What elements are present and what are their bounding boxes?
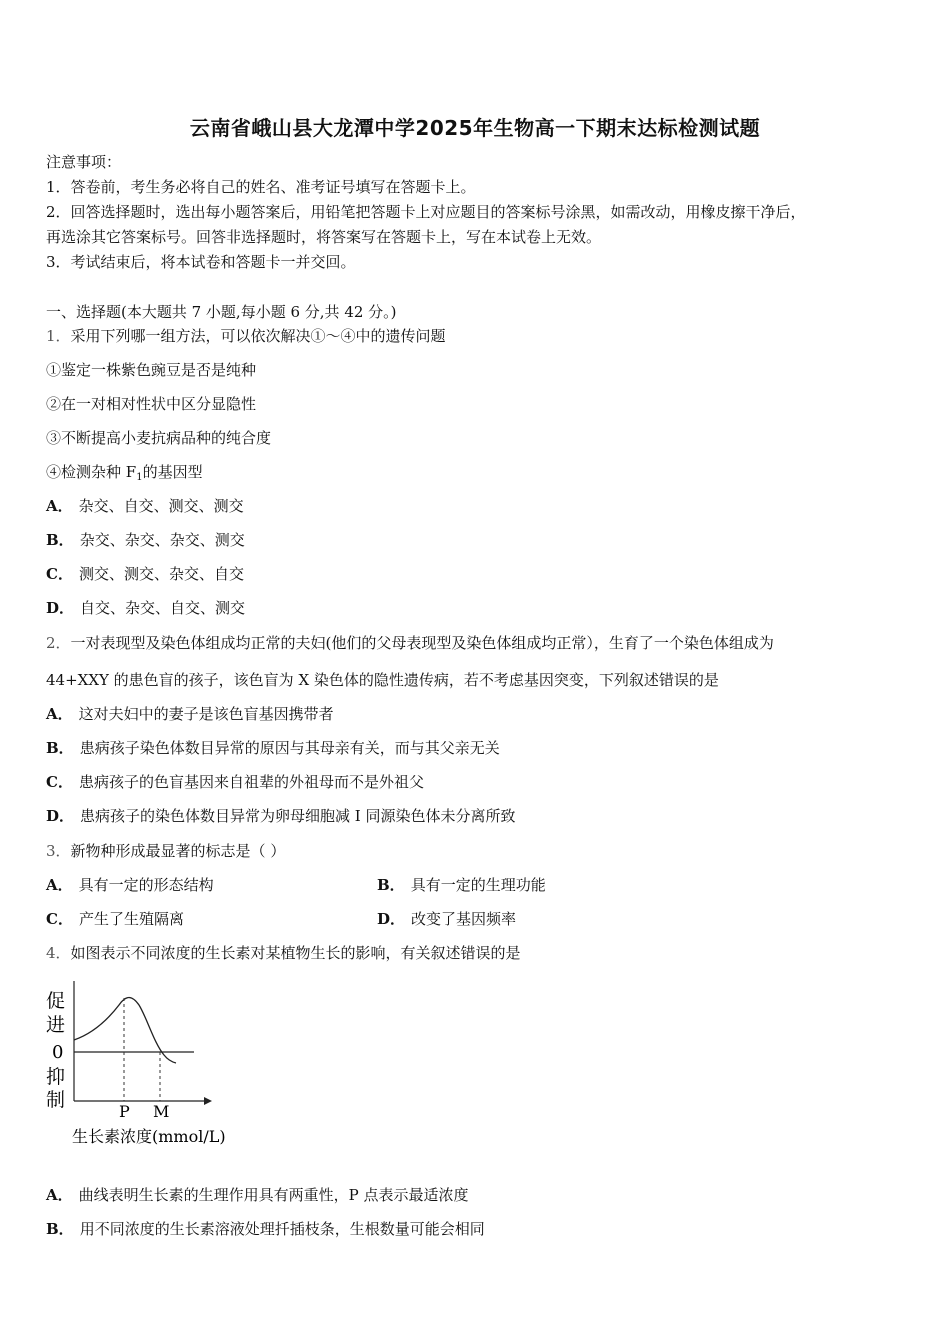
question-text: 一对表现型及染色体组成均正常的夫妇(他们的父母表现型及染色体组成均正常），生育了一个染色体组成为 xyxy=(70,634,774,652)
question-text: 采用下列哪一组方法，可以依次解决①～④中的遗传问题 xyxy=(70,327,446,345)
option-label: D． xyxy=(377,910,406,928)
q2-option-b[interactable] xyxy=(46,738,500,758)
q1-item-2: ②在一对相对性状中区分显隐性 xyxy=(46,395,257,413)
q4-option-a[interactable] xyxy=(46,1185,469,1205)
option-label: B． xyxy=(377,876,405,894)
auxin-effect-figure xyxy=(44,973,234,1153)
q1-option-c[interactable] xyxy=(46,564,244,584)
question-number: 2． xyxy=(46,634,71,652)
q1-item-4 xyxy=(46,462,203,488)
option-label: B． xyxy=(46,1220,74,1238)
option-text: 患病孩子的染色体数目异常为卵母细胞减 I 同源染色体未分离所致 xyxy=(80,807,516,825)
x-axis-arrow-icon xyxy=(204,1097,212,1105)
question-number: 3． xyxy=(46,842,71,860)
section-heading: 一、选择题(本大题共 7 小题,每小题 6 分,共 42 分。) xyxy=(46,303,397,321)
option-text: 这对夫妇中的妻子是该色盲基因携带者 xyxy=(78,705,334,723)
option-label: D． xyxy=(46,599,75,617)
notes-item-1: 1．答卷前，考生务必将自己的姓名、准考证号填写在答题卡上。 xyxy=(46,178,476,196)
option-text: 测交、测交、杂交、自交 xyxy=(78,565,244,583)
option-text: 患病孩子的色盲基因来自祖辈的外祖母而不是外祖父 xyxy=(78,773,424,791)
option-text: 曲线表明生长素的生理作用具有两重性，P 点表示最适浓度 xyxy=(78,1186,469,1204)
question-3-stem xyxy=(46,841,285,861)
option-text: 改变了基因频率 xyxy=(411,910,517,928)
q1-item-4-suffix: 的基因型 xyxy=(142,463,203,481)
notes-item-2: 2．回答选择题时，选出每小题答案后，用铅笔把答题卡上对应题目的答案标号涂黑，如需改动，用橡皮擦干净后， xyxy=(46,203,806,221)
option-label: C． xyxy=(46,565,73,583)
option-label: A． xyxy=(46,705,73,723)
notes-item-3: 3．考试结束后，将本试卷和答题卡一并交回。 xyxy=(46,253,356,271)
option-text: 杂交、自交、测交、测交 xyxy=(78,497,244,515)
option-text: 产生了生殖隔离 xyxy=(78,910,184,928)
question-2-stem-cont: 44+XXY 的患色盲的孩子，该色盲为 X 染色体的隐性遗传病，若不考虑基因突变，下列叙述错误的是 xyxy=(46,671,719,689)
y-label-promote-2: 进 xyxy=(46,1014,66,1036)
q1-option-b[interactable] xyxy=(46,530,245,550)
question-1-stem xyxy=(46,326,446,346)
question-number: 1． xyxy=(46,327,71,345)
q2-option-c[interactable] xyxy=(46,772,424,792)
option-label: A． xyxy=(46,876,73,894)
option-label: B． xyxy=(46,739,74,757)
option-label: B． xyxy=(46,531,74,549)
option-label: C． xyxy=(46,773,73,791)
option-text: 具有一定的生理功能 xyxy=(410,876,546,894)
question-number: 4． xyxy=(46,944,71,962)
q4-option-b[interactable] xyxy=(46,1219,485,1239)
option-text: 具有一定的形态结构 xyxy=(78,876,214,894)
x-axis-label: 生长素浓度(mmol/L) xyxy=(72,1127,226,1146)
question-4-stem xyxy=(46,943,521,963)
option-label: A． xyxy=(46,1186,73,1204)
page-title: 云南省峨山县大龙潭中学2025年生物高一下期末达标检测试题 xyxy=(189,116,761,140)
q1-item-4-prefix: ④检测杂种 F xyxy=(46,463,137,481)
y-label-zero: 0 xyxy=(52,1042,64,1063)
question-text: 新物种形成最显著的标志是（ ） xyxy=(70,842,286,860)
q1-item-1: ①鉴定一株紫色豌豆是否是纯种 xyxy=(46,361,257,379)
point-m-label: M xyxy=(153,1102,170,1121)
q1-item-3: ③不断提高小麦抗病品种的纯合度 xyxy=(46,429,272,447)
question-2-stem xyxy=(46,633,774,653)
q2-option-d[interactable] xyxy=(46,806,515,826)
notes-heading: 注意事项： xyxy=(46,153,122,171)
option-text: 患病孩子染色体数目异常的原因与其母亲有关，而与其父亲无关 xyxy=(79,739,500,757)
option-label: D． xyxy=(46,807,75,825)
option-text: 杂交、杂交、杂交、测交 xyxy=(79,531,245,549)
question-text: 如图表示不同浓度的生长素对某植物生长的影响，有关叙述错误的是 xyxy=(70,944,521,962)
q1-item-4-subscript: 1 xyxy=(136,472,143,483)
option-label: A． xyxy=(46,497,73,515)
q3-option-b[interactable] xyxy=(377,875,546,895)
option-label: C． xyxy=(46,910,73,928)
option-text: 自交、杂交、自交、测交 xyxy=(80,599,246,617)
q1-option-a[interactable] xyxy=(46,496,244,516)
y-label-inhibit-2: 制 xyxy=(46,1089,66,1111)
q3-option-c[interactable] xyxy=(46,909,184,929)
option-text: 用不同浓度的生长素溶液处理扦插枝条，生根数量可能会相同 xyxy=(79,1220,485,1238)
q2-option-a[interactable] xyxy=(46,704,334,724)
q3-option-d[interactable] xyxy=(377,909,516,929)
q3-option-a[interactable] xyxy=(46,875,214,895)
notes-item-2-cont: 再选涂其它答案标号。回答非选择题时，将答案写在答题卡上，写在本试卷上无效。 xyxy=(46,228,602,246)
y-label-promote-1: 促 xyxy=(46,990,66,1012)
point-p-label: P xyxy=(119,1102,130,1121)
y-label-inhibit-1: 抑 xyxy=(46,1066,66,1088)
q1-option-d[interactable] xyxy=(46,598,245,618)
auxin-response-curve xyxy=(74,998,176,1064)
auxin-curve-diagram xyxy=(44,973,234,1153)
